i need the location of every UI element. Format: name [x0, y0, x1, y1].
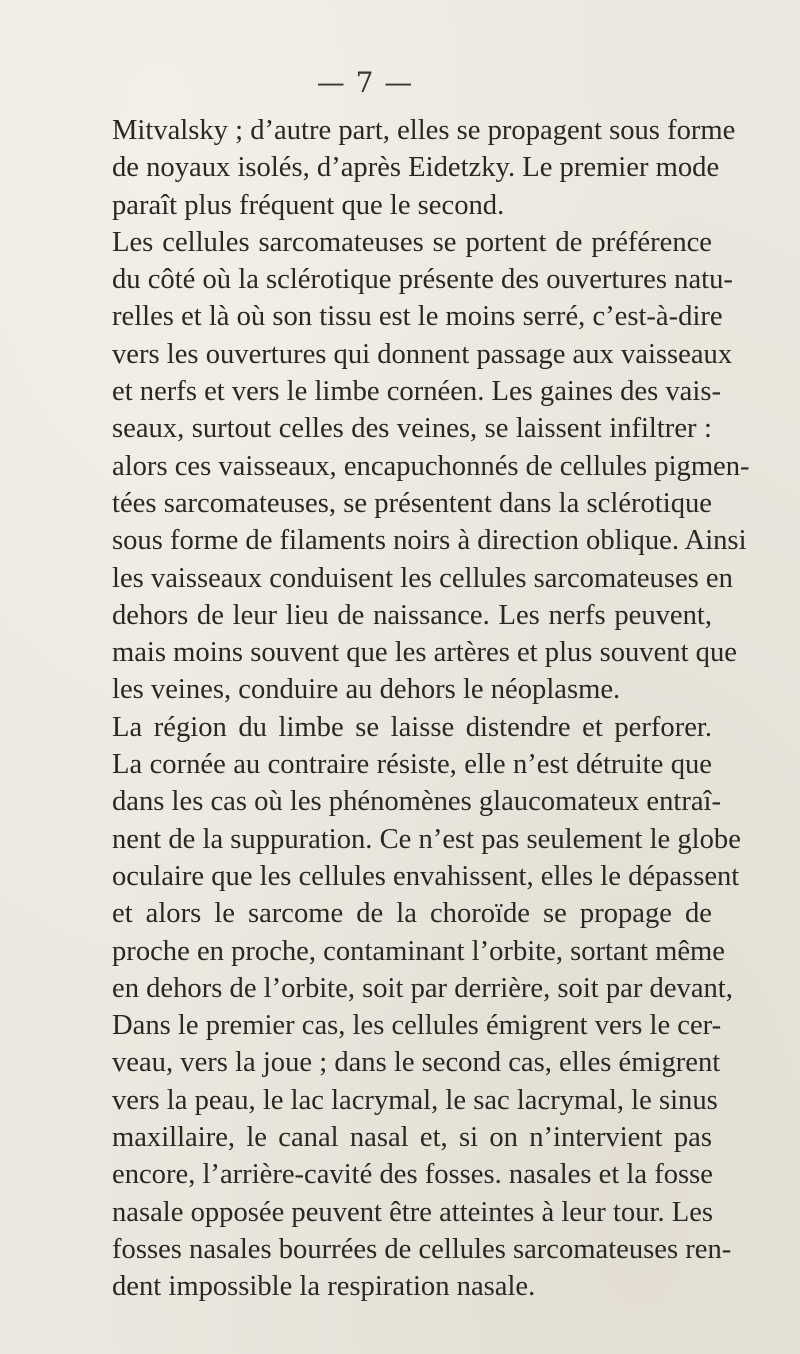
text-line: en dehors de l’orbite, soit par derrière, soit par devant,: [112, 972, 733, 1004]
text-line: paraît plus fréquent que le second.: [112, 189, 505, 221]
text-line: mais moins souvent que les artères et plus souvent que: [112, 637, 737, 669]
text-line: dent impossible la respiration nasale.: [112, 1271, 536, 1303]
text-line: alors ces vaisseaux, encapuchonnés de cellules pigmen-: [112, 450, 750, 482]
text-line: proche en proche, contaminant l’orbite, sortant même: [112, 935, 725, 967]
text-line: et alors le sarcome de la choroïde se propage de: [112, 898, 712, 930]
text-line: relles et là où son tissu est le moins serré, c’est-à-dire: [112, 301, 723, 333]
text-line: nasale opposée peuvent être atteintes à leur tour. Les: [112, 1196, 714, 1228]
text-line: dans les cas où les phénomènes glaucomateux entraî-: [112, 786, 721, 818]
text-line: fosses nasales bourrées de cellules sarcomateuses ren-: [112, 1233, 732, 1265]
text-line: veau, vers la joue ; dans le second cas, elles émigrent: [112, 1047, 721, 1079]
text-line: du côté où la sclérotique présente des ouvertures natu-: [112, 264, 733, 296]
text-line: oculaire que les cellules envahissent, elles le dépassent: [112, 860, 740, 892]
text-line: La région du limbe se laisse distendre et perforer.: [112, 711, 712, 743]
body-text: [112, 112, 750, 1306]
text-line: Mitvalsky ; d’autre part, elles se propagent sous forme: [112, 115, 736, 146]
text-line: vers les ouvertures qui donnent passage aux vaisseaux: [112, 338, 733, 370]
text-line: dehors de leur lieu de naissance. Les nerfs peuvent,: [112, 599, 712, 631]
text-line: Dans le premier cas, les cellules émigrent vers le cer-: [112, 1010, 722, 1042]
text-line: La cornée au contraire résiste, elle n’est détruite que: [112, 749, 712, 781]
text-line: encore, l’arrière-cavité des fosses. nasales et la fosse: [112, 1159, 713, 1191]
text-line: Les cellules sarcomateuses se portent de préférence: [112, 226, 712, 258]
text-line: maxillaire, le canal nasal et, si on n’intervient pas: [112, 1122, 712, 1154]
text-line: les veines, conduire au dehors le néoplasme.: [112, 674, 621, 706]
text-line: et nerfs et vers le limbe cornéen. Les gaines des vais-: [112, 376, 721, 408]
text-line: tées sarcomateuses, se présentent dans la sclérotique: [112, 487, 712, 519]
text-line: les vaisseaux conduisent les cellules sarcomateuses en: [112, 562, 733, 594]
text-line: nent de la suppuration. Ce n’est pas seulement le globe: [112, 823, 741, 855]
text-line: vers la peau, le lac lacrymal, le sac lacrymal, le sinus: [112, 1084, 718, 1116]
page-number: — 7 —: [316, 66, 414, 99]
text-line: de noyaux isolés, d’après Eidetzky. Le premier mode: [112, 152, 720, 184]
text-line: seaux, surtout celles des veines, se laissent infiltrer :: [112, 413, 712, 445]
text-line: sous forme de filaments noirs à direction oblique. Ainsi: [112, 525, 747, 557]
